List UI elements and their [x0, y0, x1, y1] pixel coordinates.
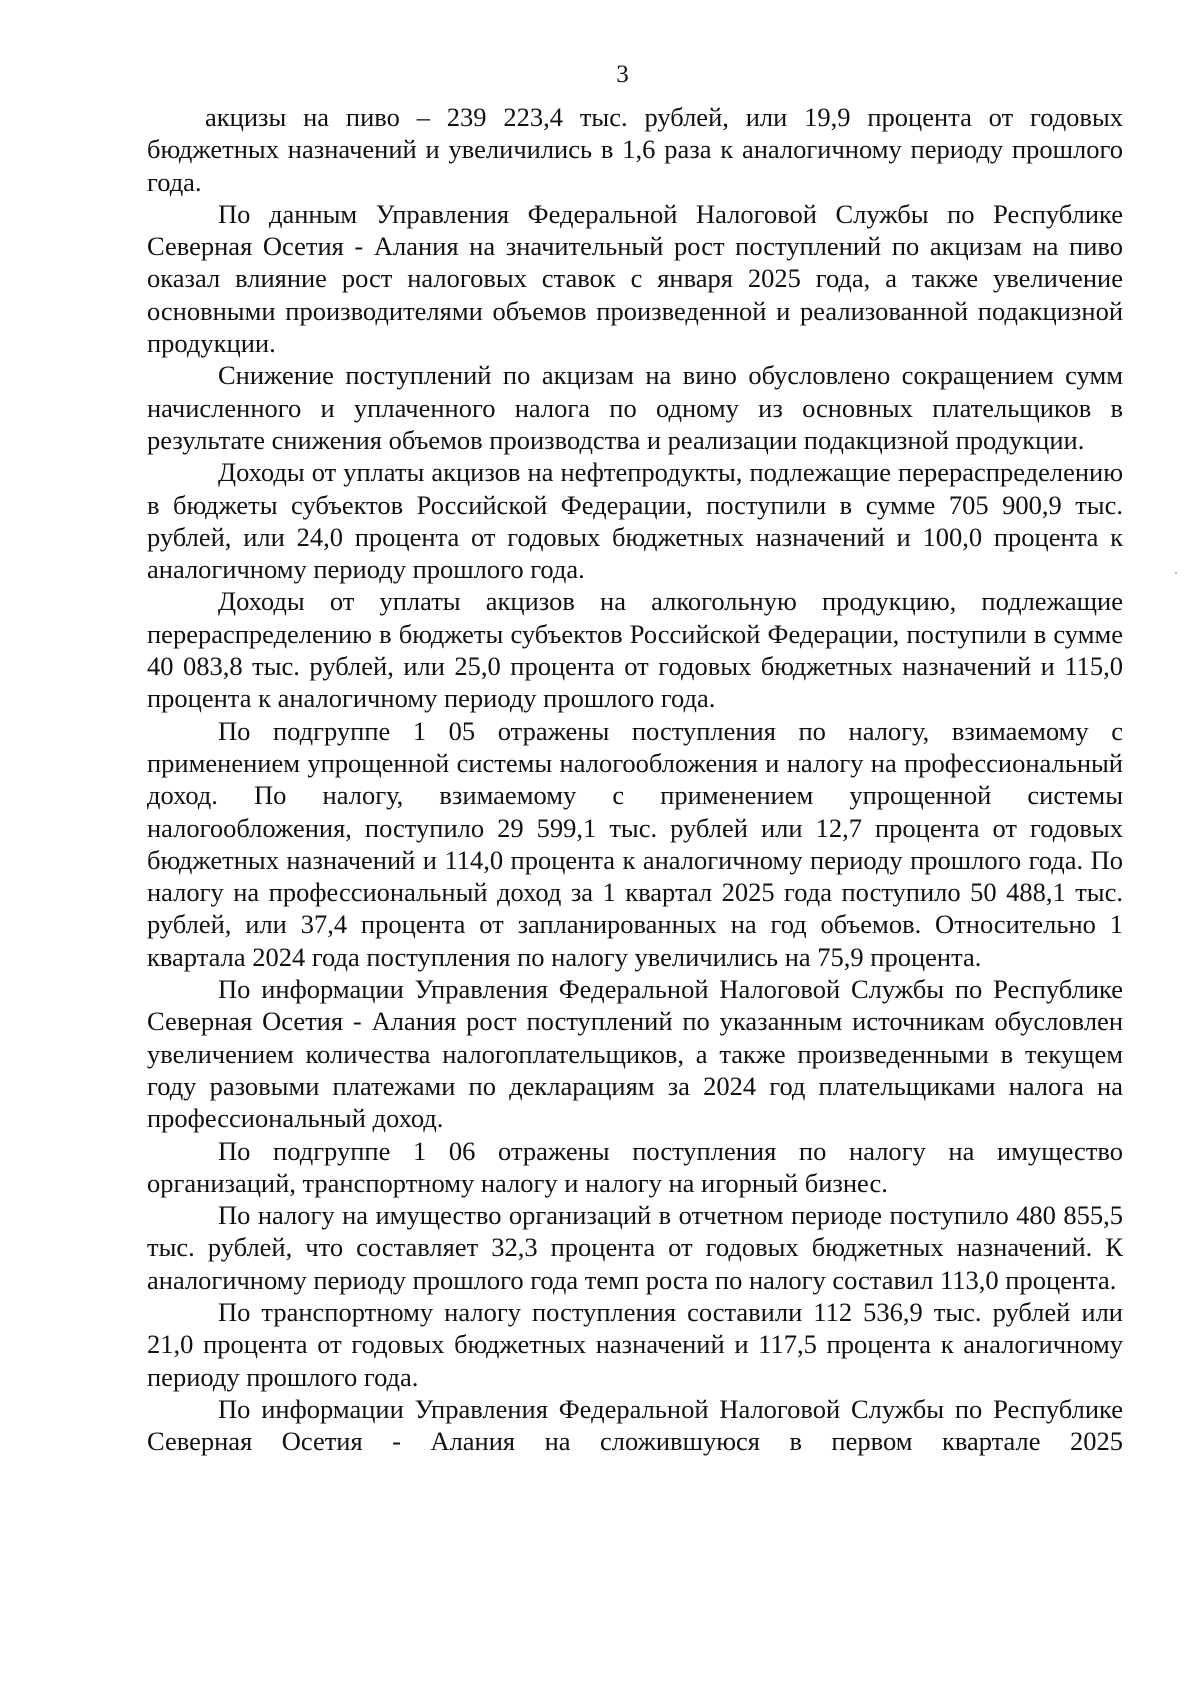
- paragraph-property-tax: По налогу на имущество организаций в отчетном периоде поступило 480 855,5 тыс. рублей, что составляет 32,3 процента от годовых бюджетных назначений. К аналогичному периоду прошлого года темп роста по налогу составил 113,0 процента.: [147, 1200, 1123, 1295]
- paragraph-alcohol-excise: Доходы от уплаты акцизов на алкогольную продукцию, подлежащие перераспределению в бюджеты субъектов Российской Федерации, поступили в сумме 40 083,8 тыс. рублей, или 25,0 процента от годовых бюджетных назначений и 115,0 процента к аналогичному периоду прошлого года.: [147, 586, 1123, 714]
- paragraph-fns-beer-growth: По данным Управления Федеральной Налоговой Службы по Республике Северная Осетия - Алания на значительный рост поступлений по акцизам на пиво оказал влияние рост налоговых ставок с января 2025 года, а также увеличение основными производителями объемов произведенной и реализованной подакцизной продукции.: [147, 198, 1123, 359]
- page-number: 3: [616, 61, 629, 88]
- paragraph-subgroup-1-06: По подгруппе 1 06 отражены поступления по налогу на имущество организаций, транспортному налогу и налогу на игорный бизнес.: [147, 1135, 1123, 1198]
- paragraph-transport-tax: По транспортному налогу поступления составили 112 536,9 тыс. рублей или 21,0 процента от годовых бюджетных назначений и 117,5 процента к аналогичному периоду прошлого года.: [147, 1296, 1123, 1392]
- paragraph-oil-products-excise: Доходы от уплаты акцизов на нефтепродукты, подлежащие перераспределению в бюджеты субъектов Российской Федерации, поступили в сумме 705 900,9 тыс. рублей, или 24,0 процента от годовых бюджетных назначений и 100,0 процента к аналогичному периоду прошлого года.: [147, 457, 1123, 585]
- paragraph-fns-self-employed: По информации Управления Федеральной Налоговой Службы по Республике Северная Осетия - Алания рост поступлений по указанным источникам обусловлен увеличением количества налогоплательщиков, а также произведенными в текущем году разовыми платежами по декларациям за 2024 год плательщиками налога на профессиональный доход.: [147, 974, 1123, 1134]
- scan-speck: [1175, 572, 1177, 574]
- paragraph-fns-continuation: По информации Управления Федеральной Налоговой Службы по Республике Северная Осетия - Алания на сложившуюся в первом квартале 2025: [147, 1393, 1123, 1457]
- paragraph-wine-excise-decrease: Снижение поступлений по акцизам на вино обусловлено сокращением сумм начисленного и уплаченного налога по одному из основных плательщиков в результате снижения объемов производства и реализации подакцизной продукции.: [147, 360, 1123, 455]
- paragraph-subgroup-1-05: По подгруппе 1 05 отражены поступления по налогу, взимаемому с применением упрощенной системы налогообложения и налогу на профессиональный доход. По налогу, взимаемому с применением упрощенной системы налогообложения, поступило 29 599,1 тыс. рублей или 12,7 процента от годовых бюджетных назначений и 114,0 процента к аналогичному периоду прошлого года. По налогу на профессиональный доход за 1 квартал 2025 года поступило 50 488,1 тыс. рублей, или 37,4 процента от запланированных на год объемов. Относительно 1 квартала 2024 года поступления по налогу увеличились на 75,9 процента.: [147, 715, 1123, 972]
- body-text: [147, 101, 1123, 1457]
- paragraph-beer-excise: акцизы на пиво – 239 223,4 тыс. рублей, или 19,9 процента от годовых бюджетных назначений и увеличились в 1,6 раза к аналогичному периоду прошлого года.: [147, 102, 1123, 197]
